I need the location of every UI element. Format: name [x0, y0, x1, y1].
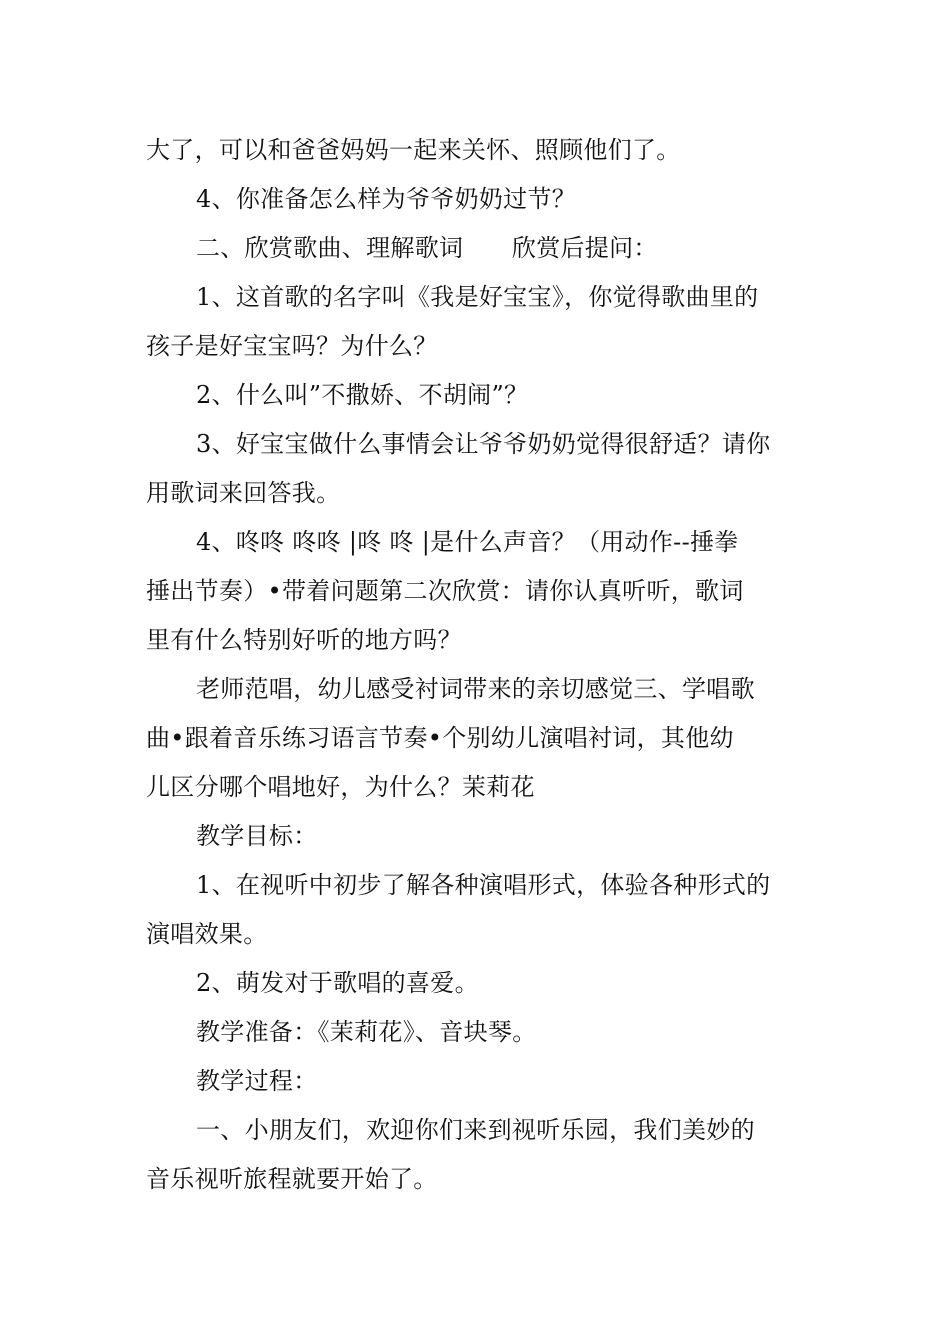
- text-line: 2、萌发对于歌唱的喜爱。: [196, 969, 479, 997]
- text-line: 用歌词来回答我。: [146, 479, 341, 507]
- text-line: 教学目标：: [196, 822, 318, 850]
- text-line: 孩子是好宝宝吗？为什么？: [146, 332, 438, 360]
- text-line: 曲•跟着音乐练习语言节奏•个别幼儿演唱衬词，其他幼: [146, 724, 734, 752]
- text-line: 1、在视听中初步了解各种演唱形式，体验各种形式的: [196, 871, 771, 899]
- text-line: 老师范唱，幼儿感受衬词带来的亲切感觉三、学唱歌: [196, 675, 755, 703]
- text-line: 大了，可以和爸爸妈妈一起来关怀、照顾他们了。: [146, 136, 681, 164]
- text-line: 演唱效果。: [146, 920, 268, 948]
- text-line: 里有什么特别好听的地方吗？: [146, 626, 462, 654]
- text-line: 2、什么叫”不撒娇、不胡闹”？: [196, 381, 529, 409]
- text-line: 4、你准备怎么样为爷爷奶奶过节？: [196, 185, 577, 213]
- text-line: 教学准备：《茉莉花》、音块琴。: [196, 1018, 537, 1046]
- document-body: [146, 126, 806, 1204]
- text-line: 教学过程：: [196, 1067, 318, 1095]
- text-line: 儿区分哪个唱地好，为什么？茉莉花: [146, 773, 535, 801]
- text-line: 音乐视听旅程就要开始了。: [146, 1165, 438, 1193]
- text-line: 捶出节奏）•带着问题第二次欣赏：请你认真听听，歌词: [146, 577, 744, 605]
- text-line: 1、这首歌的名字叫《我是好宝宝》，你觉得歌曲里的: [196, 283, 759, 311]
- text-line: 3、好宝宝做什么事情会让爷爷奶奶觉得很舒适？请你: [196, 430, 771, 458]
- text-line: 二、欣赏歌曲、理解歌词 欣赏后提问：: [196, 234, 658, 262]
- text-line: 4、咚咚 咚咚 |咚 咚 |是什么声音？（用动作--捶拳: [196, 528, 739, 556]
- text-line: 一、小朋友们，欢迎你们来到视听乐园，我们美妙的: [196, 1116, 755, 1144]
